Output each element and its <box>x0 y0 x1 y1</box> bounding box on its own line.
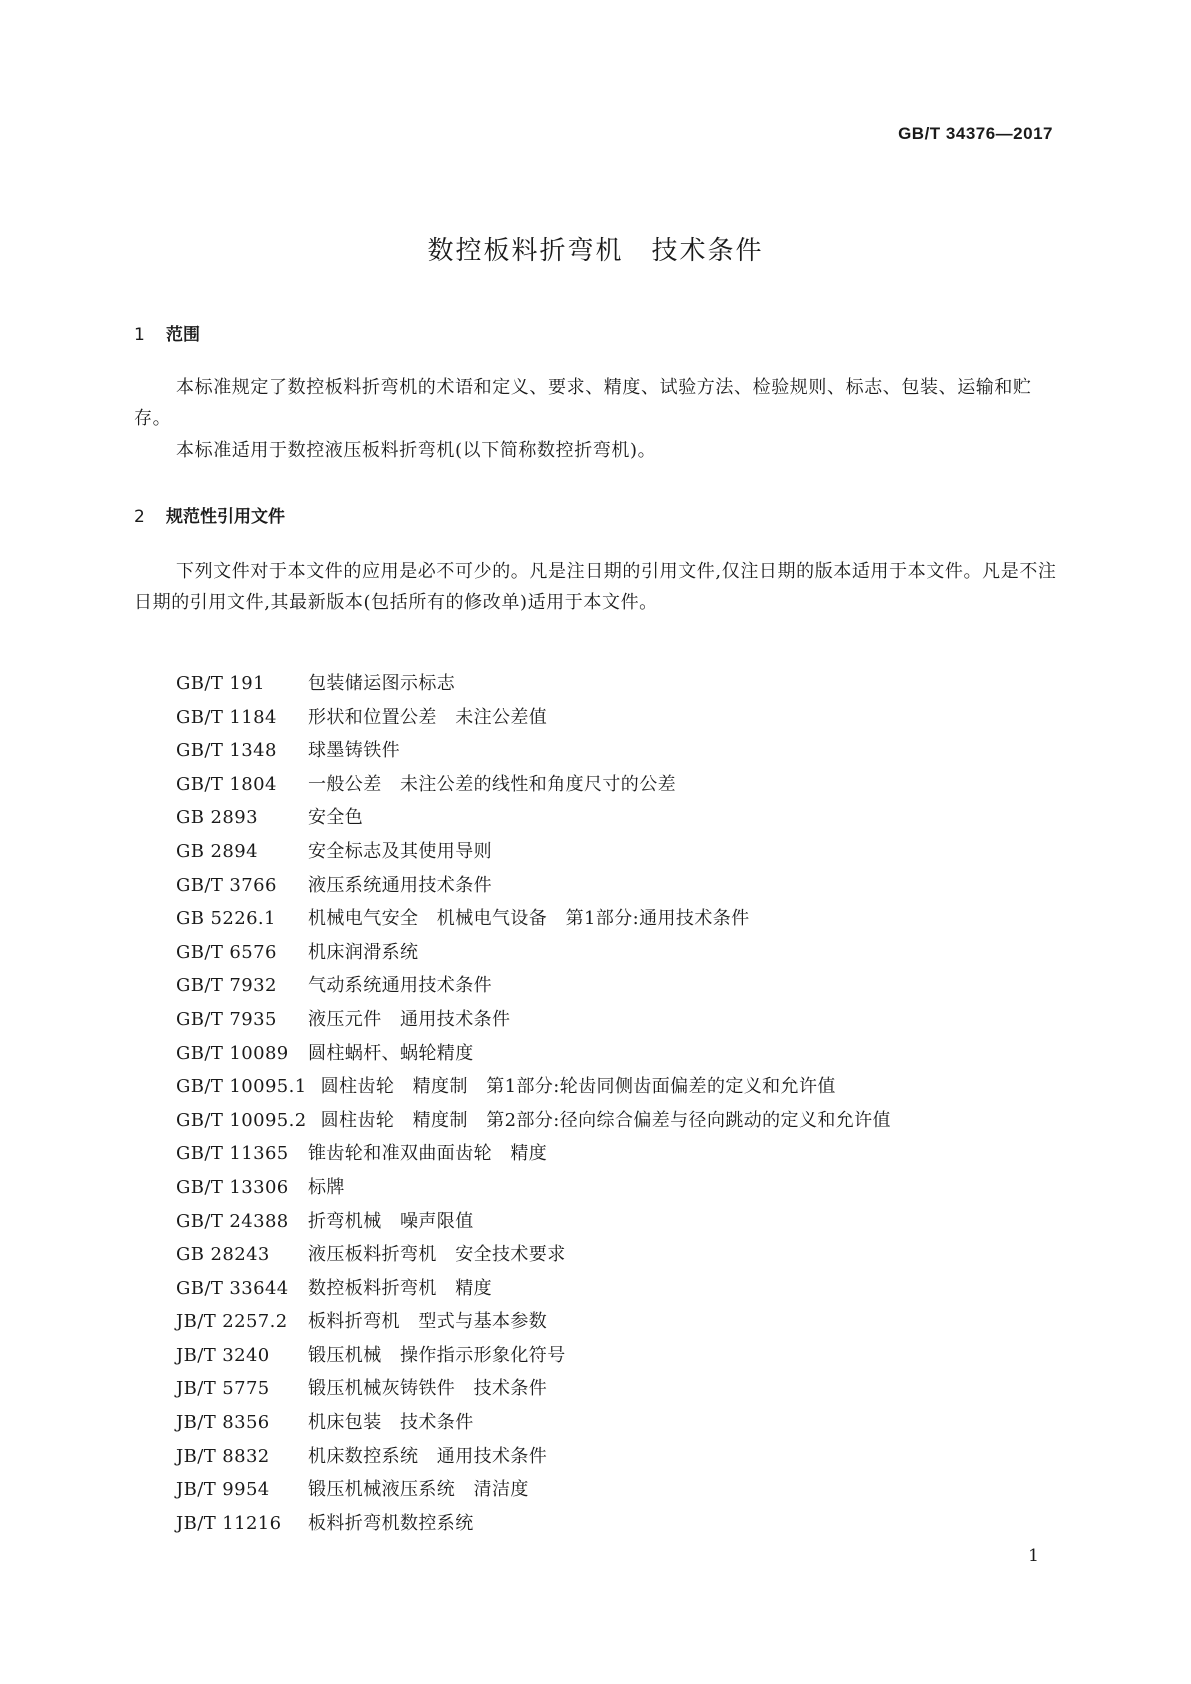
reference-title: 板料折弯机 型式与基本参数 <box>308 1311 548 1333</box>
reference-code: GB 2894 <box>176 840 258 862</box>
reference-title: 锻压机械液压系统 清洁度 <box>308 1479 529 1501</box>
reference-code: GB/T 10095.1 <box>176 1076 307 1098</box>
reference-code: GB/T 1184 <box>176 706 277 728</box>
standard-code: GB/T 34376—2017 <box>898 124 1053 143</box>
reference-item <box>176 1473 891 1507</box>
reference-title: 锥齿轮和准双曲面齿轮 精度 <box>308 1143 548 1165</box>
reference-item <box>176 1339 891 1373</box>
reference-item <box>176 1104 891 1138</box>
page-number: 1 <box>1028 1546 1039 1566</box>
reference-title: 机床润滑系统 <box>308 941 419 963</box>
reference-code: JB/T 9954 <box>176 1479 270 1501</box>
reference-code: JB/T 11216 <box>176 1512 282 1534</box>
normative-references-intro: 下列文件对于本文件的应用是必不可少的。凡是注日期的引用文件,仅注日期的版本适用于本文件。凡是不注日期的引用文件,其最新版本(包括所有的修改单)适用于本文件。 <box>134 561 1057 613</box>
section-2-heading <box>134 502 285 527</box>
reference-code: GB/T 7932 <box>176 975 277 997</box>
reference-code: GB/T 11365 <box>176 1143 289 1165</box>
reference-title: 机械电气安全 机械电气设备 第1部分:通用技术条件 <box>308 908 750 930</box>
reference-item <box>176 1171 891 1205</box>
reference-code: GB/T 1804 <box>176 773 277 795</box>
reference-code: GB/T 3766 <box>176 874 277 896</box>
reference-title: 安全色 <box>308 807 364 829</box>
reference-title: 折弯机械 噪声限值 <box>308 1210 474 1232</box>
reference-item <box>176 1372 891 1406</box>
reference-title: 形状和位置公差 未注公差值 <box>308 706 548 728</box>
section-1-heading <box>134 320 200 345</box>
reference-code: GB/T 10095.2 <box>176 1109 307 1131</box>
reference-item <box>176 869 891 903</box>
reference-code: GB/T 1348 <box>176 740 277 762</box>
reference-title: 数控板料折弯机 精度 <box>308 1277 492 1299</box>
reference-title: 包装储运图示标志 <box>308 673 456 694</box>
reference-code: JB/T 8356 <box>176 1412 270 1434</box>
reference-code: GB/T 7935 <box>176 1008 277 1030</box>
reference-code: GB/T 33644 <box>176 1277 289 1299</box>
reference-title: 机床数控系统 通用技术条件 <box>308 1445 548 1467</box>
reference-list <box>176 667 891 1540</box>
scope-paragraph-1: 本标准规定了数控板料折弯机的术语和定义、要求、精度、试验方法、检验规则、标志、包装、运输和贮存。 <box>134 377 1032 429</box>
reference-item <box>176 936 891 970</box>
reference-title: 机床包装 技术条件 <box>308 1412 474 1434</box>
reference-title: 圆柱蜗杆、蜗轮精度 <box>308 1042 474 1064</box>
reference-code: JB/T 3240 <box>176 1344 270 1366</box>
reference-code: GB/T 24388 <box>176 1210 289 1232</box>
reference-title: 锻压机械 操作指示形象化符号 <box>308 1344 566 1366</box>
reference-item <box>176 835 891 869</box>
scope-paragraph-2: 本标准适用于数控液压板料折弯机(以下简称数控折弯机)。 <box>176 440 657 461</box>
reference-title: 液压板料折弯机 安全技术要求 <box>308 1244 566 1266</box>
reference-code: GB/T 13306 <box>176 1176 289 1198</box>
reference-title: 球墨铸铁件 <box>308 740 400 762</box>
reference-item <box>176 1037 891 1071</box>
reference-item <box>176 902 891 936</box>
reference-item <box>176 768 891 802</box>
reference-title: 液压系统通用技术条件 <box>308 874 492 896</box>
reference-title: 一般公差 未注公差的线性和角度尺寸的公差 <box>308 773 676 795</box>
reference-code: GB 5226.1 <box>176 908 276 930</box>
reference-item <box>176 701 891 735</box>
reference-item <box>176 1507 891 1541</box>
section-number: 1 <box>134 325 145 345</box>
reference-item <box>176 1137 891 1171</box>
reference-title: 圆柱齿轮 精度制 第1部分:轮齿同侧齿面偏差的定义和允许值 <box>320 1076 836 1098</box>
reference-title: 液压元件 通用技术条件 <box>308 1008 511 1030</box>
reference-item <box>176 801 891 835</box>
reference-code: GB 28243 <box>176 1244 270 1266</box>
section-title: 规范性引用文件 <box>166 507 285 527</box>
reference-item <box>176 667 891 701</box>
reference-code: JB/T 2257.2 <box>176 1311 288 1333</box>
reference-title: 气动系统通用技术条件 <box>308 975 492 997</box>
section-number: 2 <box>134 507 145 527</box>
reference-code: JB/T 5775 <box>176 1378 270 1400</box>
reference-title: 标牌 <box>308 1176 345 1198</box>
reference-code: GB/T 191 <box>176 673 265 694</box>
document-title: 数控板料折弯机 技术条件 <box>427 236 764 266</box>
reference-code: GB 2893 <box>176 807 258 829</box>
reference-title: 圆柱齿轮 精度制 第2部分:径向综合偏差与径向跳动的定义和允许值 <box>320 1109 891 1131</box>
reference-item <box>176 969 891 1003</box>
reference-item <box>176 734 891 768</box>
reference-item <box>176 1238 891 1272</box>
reference-item <box>176 1205 891 1239</box>
reference-item <box>176 1406 891 1440</box>
reference-code: JB/T 8832 <box>176 1445 270 1467</box>
reference-item <box>176 1272 891 1306</box>
section-title: 范围 <box>166 325 200 345</box>
reference-title: 安全标志及其使用导则 <box>308 840 492 862</box>
reference-item <box>176 1003 891 1037</box>
reference-item <box>176 1070 891 1104</box>
reference-title: 板料折弯机数控系统 <box>308 1512 474 1534</box>
reference-item <box>176 1440 891 1474</box>
reference-code: GB/T 6576 <box>176 941 277 963</box>
reference-item <box>176 1305 891 1339</box>
reference-code: GB/T 10089 <box>176 1042 289 1064</box>
reference-title: 锻压机械灰铸铁件 技术条件 <box>308 1378 548 1400</box>
